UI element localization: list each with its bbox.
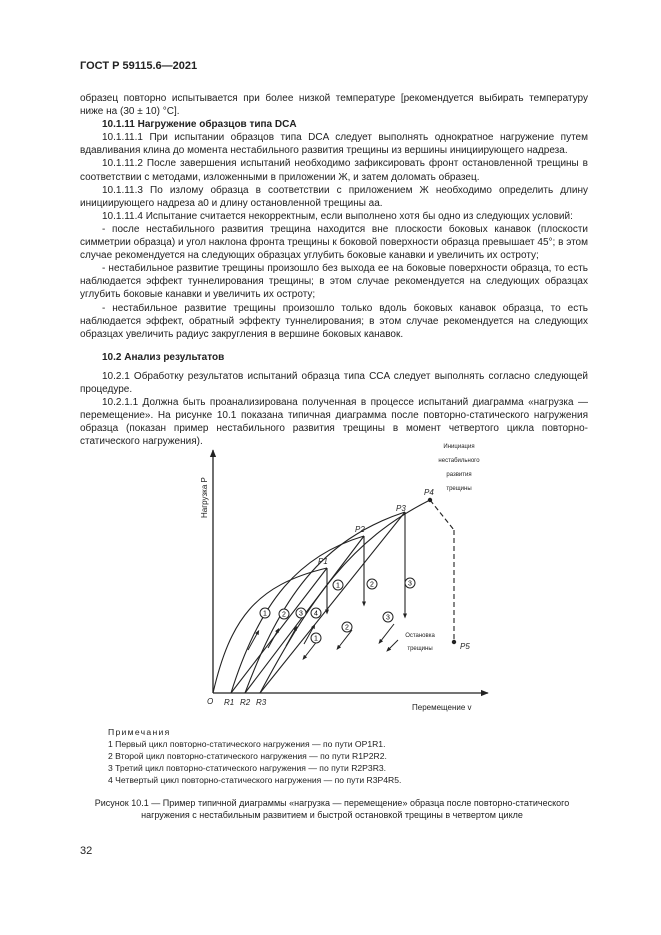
condition-3: - нестабильное развитие трещины произошло только вдоль боковых канавок образца, то есть наблюдается эффект, обратный эффекту туннелирования; в этом случае рекомендуется на следующих образцах увеличить радиус закругления в вершине боковых канавок. — [80, 302, 588, 340]
note-1: 1 Первый цикл повторно-статического нагружения — по пути OP1R1. — [108, 739, 386, 749]
paragraph-10-1-11-2: 10.1.11.2 После завершения испытаний необходимо зафиксировать фронт остановленной трещины в соответствии с методами, изложенными в приложении Ж, и затем доломать образец. — [80, 158, 588, 183]
heading-10-1-11: 10.1.11 Нагружение образцов типа DCA — [102, 119, 297, 131]
notes-title: Примечания — [108, 727, 171, 737]
paragraph-10-1-11-3: 10.1.11.3 По излому образца в соответствии с приложением Ж необходимо определить длину инициирующего надреза a0 и длину остановленной трещины aa. — [80, 184, 588, 209]
arrow-unload-3 — [380, 624, 394, 642]
circled-number-3b: 3 — [408, 580, 412, 588]
note-2: 2 Второй цикл повторно-статического нагружения — по пути R1P2R2. — [108, 751, 387, 761]
figure-notes — [108, 726, 401, 786]
label-r3: R3 — [256, 698, 267, 707]
cycle-1-unloading — [231, 568, 327, 693]
figure-caption: Рисунок 10.1 — Пример типичной диаграммы «нагрузка — перемещение» образца после повторно-статического нагружения с нестабильным развитием и быстрой остановкой трещины в четвертом цикле — [94, 798, 570, 820]
condition-1: - после нестабильного развития трещина находится вне плоскости боковых канавок (плоскости симметрии образца) и угол наклона фронта трещины к боковой поверхности образца превышает 45°; в этом случае рекомендуется на следующих образцах углубить боковые канавки и увеличить их остроту; — [80, 223, 588, 262]
document-header: ГОСТ Р 59115.6—2021 — [80, 60, 198, 72]
arrow-load-1 — [248, 632, 258, 650]
circled-number-1c: 1 — [314, 635, 318, 643]
paragraph-10-2-1-1: 10.2.1.1 Должна быть проанализирована полученная в процессе испытаний диаграмма «нагрузка — перемещение». На рисунке 10.1 показана типичная диаграмма после повторно-статического нагружения образца (показан пример нестабильного развития трещины в момент четвертого цикла повторно-статического нагружения). — [80, 397, 588, 448]
circled-number-2c: 2 — [345, 624, 349, 632]
label-p4: P4 — [424, 488, 434, 497]
svg-text:Инициация: Инициация — [443, 444, 475, 450]
arrest-label — [405, 633, 435, 652]
condition-2: - нестабильное развитие трещины произошло без выхода ее на боковые поверхности образца, то есть наблюдается эффект туннелирования трещины; в этом случае рекомендуется на следующих образцах углубить боковые канавки и увеличить их остроту; — [80, 263, 588, 301]
paragraph-10-2-1: 10.2.1 Обработку результатов испытаний образца типа CCA следует выполнять согласно следующей процедуре. — [80, 370, 588, 395]
label-p1: P1 — [318, 557, 328, 566]
cycle-4-crack-drop — [430, 500, 454, 530]
heading-10-2: 10.2 Анализ результатов — [102, 351, 225, 363]
y-axis-label: Нагрузка P — [200, 477, 209, 518]
svg-text:Остановка: Остановка — [405, 633, 435, 639]
paragraph-10-1-11-4: 10.1.11.4 Испытание считается некорректным, если выполнено хотя бы одно из следующих условий: — [102, 210, 573, 222]
label-p3: P3 — [396, 504, 406, 513]
circled-number-3c: 3 — [386, 614, 390, 622]
circled-number-1b: 1 — [336, 582, 340, 590]
cycle-3-unloading — [260, 512, 405, 693]
label-r2: R2 — [240, 698, 251, 707]
origin-label: O — [207, 697, 214, 706]
circled-number-3a: 3 — [299, 610, 303, 618]
initiation-label — [438, 444, 480, 492]
point-p5-marker — [452, 640, 456, 644]
svg-text:нестабильного: нестабильного — [438, 458, 480, 464]
circled-number-2a: 2 — [282, 611, 286, 619]
label-r1: R1 — [224, 698, 235, 707]
arrow-unload-2 — [338, 630, 352, 648]
cycle-3-loading — [245, 512, 405, 693]
circled-number-2b: 2 — [370, 581, 374, 589]
svg-text:трещины: трещины — [446, 486, 472, 492]
label-p5: P5 — [460, 642, 470, 651]
note-3: 3 Третий цикл повторно-статического нагружения — по пути R2P3R3. — [108, 763, 387, 773]
note-4: 4 Четвертый цикл повторно-статического нагружения — по пути R3P4R5. — [108, 775, 402, 785]
paragraph-continuation: образец повторно испытывается при более низкой температуре [рекомендуется выбирать температуру ниже на (30 ± 10) °C]. — [80, 93, 588, 118]
svg-text:развития: развития — [446, 472, 472, 478]
paragraph-10-1-11-1: 10.1.11.1 При испытании образцов типа DCA следует выполнять однократное нагружение путем вдавливания клина до момента нестабильного развития трещины из вершины инициирующего надреза. — [80, 132, 588, 157]
label-p2: P2 — [355, 525, 365, 534]
arrow-load-2 — [268, 630, 278, 648]
page-number: 32 — [80, 845, 93, 857]
svg-text:трещины: трещины — [407, 646, 433, 652]
point-p4-marker — [428, 498, 432, 502]
circled-number-1a: 1 — [263, 610, 267, 618]
x-axis-label: Перемещение v — [412, 703, 472, 712]
arrow-cycle-4 — [388, 640, 398, 650]
circled-number-4a: 4 — [314, 610, 318, 618]
